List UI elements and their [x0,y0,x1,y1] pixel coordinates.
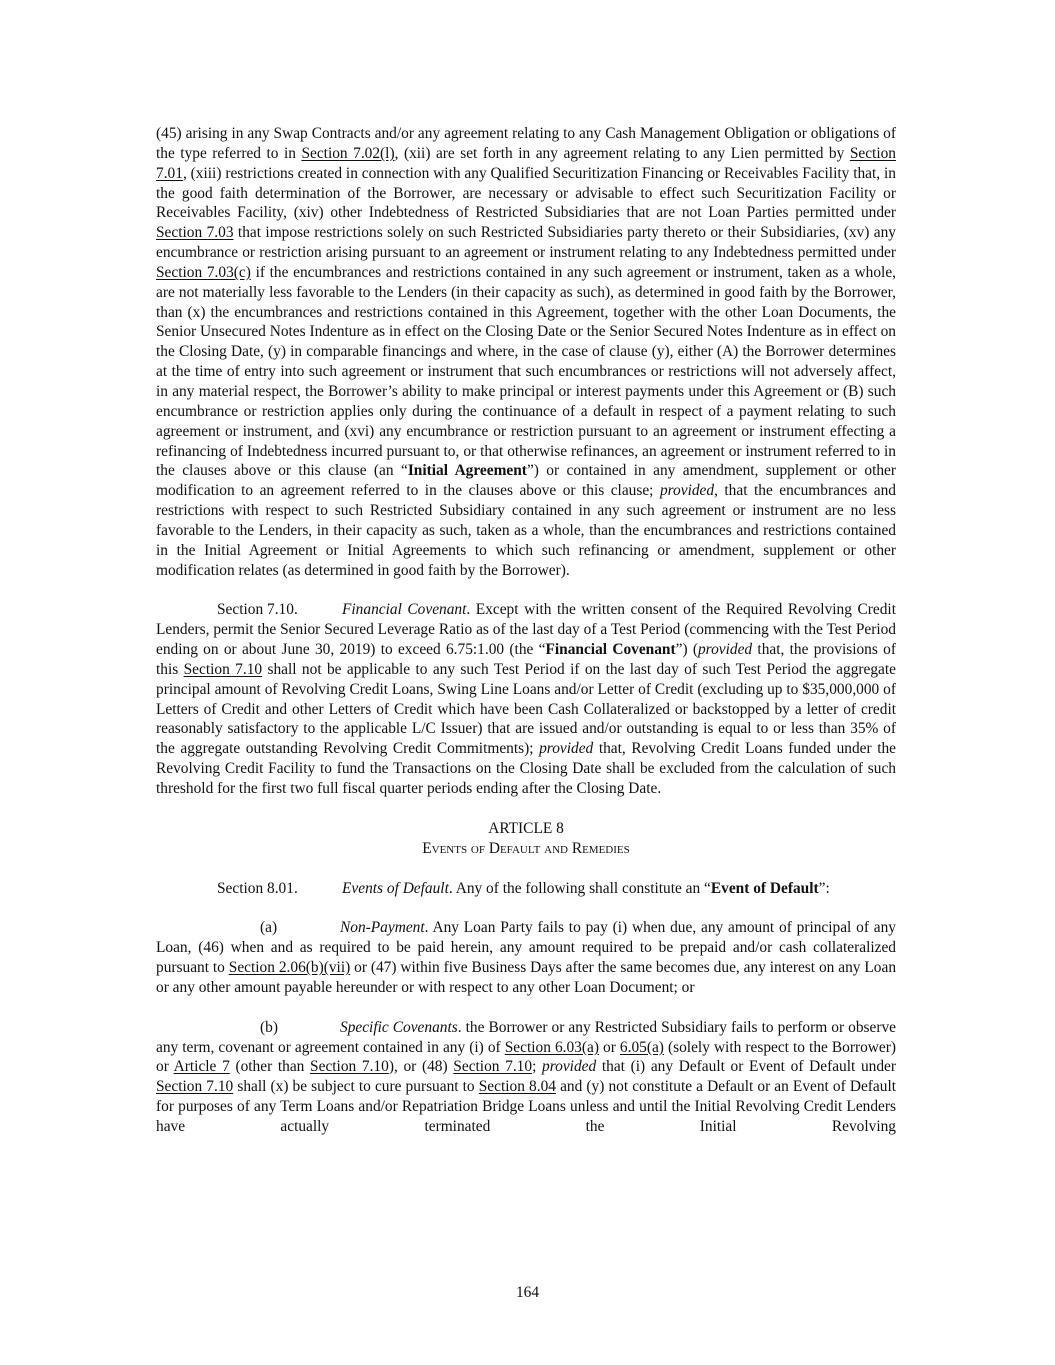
section-title: Events of Default [342,879,449,897]
clause-b-paragraph: (b) Specific Covenants. the Borrower or any Restricted Subsidiary fails to perform or observe any term, covenant or agreement contained in any (i) of Section 6.03(a) or 6.05(a) (solely with respect to the Borrower) or Article 7 (other than Section 7.10), or (48) Section 7.10; provided that (i) any Default or Event of Default under Section 7.10 shall (x) be subject to cure pursuant to Section 8.04 and (y) not constitute a Default or an Event of Default for purposes of any Term Loans and/or Repatriation Bridge Loans unless and until the Initial Revolving Credit Lenders have actually terminated the Initial Revolving [156,1018,897,1135]
cross-reference: Section 7.10 [453,1058,533,1076]
cross-reference: Section 7.03 [156,224,234,242]
article-subheading: Events of Default and Remedies [422,839,630,857]
section-7-10-paragraph: Section 7.10. Financial Covenant. Except with the written consent of the Required Revolving Credit Lenders, permit the Senior Secured Leverage Ratio as of the last day of a Test Period (commencing with the Test Period ending on or about June 30, 2019) to exceed 6.75:1.00 (the “Financial Covenant”) (provided that, the provisions of this Section 7.10 shall not be applicable to any such Test Period if on the last day of such Test Period the aggregate principal amount of Revolving Credit Loans, Swing Line Loans and/or Letter of Credit (excluding up to $35,000,000 of Letters of Credit and other Letters of Credit which have been Cash Collateralized or backstopped by a letter of credit reasonably satisfactory to the applicable L/C Issuer) that are issued and/or outstanding is equal to or less than 35% of the aggregate outstanding Revolving Credit Commitments); provided that, Revolving Credit Loans funded under the Revolving Credit Facility to fund the Transactions on the Closing Date shall be excluded from the calculation of such threshold for the first two full fiscal quarter periods ending after the Closing Date. [156,601,896,797]
cross-reference: Section 7.10 [156,1078,234,1096]
proviso: provided [659,482,715,500]
page-number: 164 [515,1284,540,1301]
cross-reference: Section 7.10 [310,1058,389,1076]
section-title: Financial Covenant [342,601,467,619]
section-8-01-paragraph: Section 8.01. Events of Default. Any of the following shall constitute an “Event of Default”: [217,879,830,897]
cross-reference: Section 8.04 [478,1078,556,1096]
document-page [156,124,896,1137]
defined-term: Initial Agreement [407,462,527,480]
clause-title: Non-Payment [340,919,425,937]
continuation-paragraph: (45) arising in any Swap Contracts and/or any agreement relating to any Cash Management Obligation or obligations of the type referred to in Section 7.02(l), (xii) are set forth in any agreement relating to any Lien permitted by Section 7.01, (xiii) restrictions created in connection with any Qualified Securitization Financing or Receivables Facility that, in the good faith determination of the Borrower, are necessary or advisable to effect such Securitization Facility or Receivables Facility, (xiv) other Indebtedness of Restricted Subsidiaries that are not Loan Parties permitted under Section 7.03 that impose restrictions solely on such Restricted Subsidiaries party thereto or their Subsidiaries, (xv) any encumbrance or restriction arising pursuant to an agreement or instrument relating to any Indebtedness permitted under Section 7.03(c) if the encumbrances and restrictions contained in any such agreement or instrument, taken as a whole, are not materially less favorable to the Lenders (in their capacity as such), as determined in good faith by the Borrower, than (x) the encumbrances and restrictions contained in this Agreement, together with the other Loan Documents, the Senior Unsecured Notes Indenture as in effect on the Closing Date or the Senior Secured Notes Indenture as in effect on the Closing Date, (y) in comparable financings and where, in the case of clause (y), either (A) the Borrower determines at the time of entry into such agreement or instrument that such encumbrances or restrictions will not adversely affect, in any material respect, the Borrower’s ability to make principal or interest payments under this Agreement or (B) such encumbrance or restriction applies only during the continuance of a default in respect of a payment relating to such agreement or instrument, and (xvi) any encumbrance or restriction pursuant to an agreement or instrument effecting a refinancing of Indebtedness incurred pursuant to, or that otherwise refinances, an agreement or instrument referred to in the clauses above or this clause (an “Initial Agreement”) or contained in any amendment, supplement or other modification to an agreement referred to in the clauses above or this clause; provided, that the encumbrances and restrictions with respect to such Restricted Subsidiary contained in any such agreement or instrument are no less favorable to the Lenders, in their capacity as such, taken as a whole, than the encumbrances and restrictions contained in the Initial Agreement or Initial Agreements to which such refinancing or amendment, supplement or other modification relates (as determined in good faith by the Borrower). [156,125,897,579]
section-number: Section 7.10. [217,601,298,619]
section-number: Section 8.01. [217,879,298,897]
clause-a-paragraph: (a) Non-Payment. Any Loan Party fails to pay (i) when due, any amount of principal of any Loan, (46) when and as required to be paid herein, any amount required to be prepaid and/or cash collateralized pursuant to Section 2.06(b)(vii) or (47) within five Business Days after the same becomes due, any interest on any Loan or any other amount payable hereunder or with respect to any other Loan Document; or [156,919,897,996]
cross-reference: Section 6.03(a) [504,1038,599,1056]
defined-term: Financial Covenant [545,641,676,659]
cross-reference: Section 2.06(b)(vii) [228,959,351,977]
proviso: provided [539,740,594,758]
cross-reference: Article 7 [173,1058,230,1076]
cross-reference: Section 7.02(l) [301,144,395,162]
clause-label: (a) [260,919,278,937]
cross-reference: Section 7.01 [156,144,896,182]
cross-reference: Section 7.10 [183,660,263,678]
defined-term: Event of Default [710,879,819,897]
clause-title: Specific Covenants [340,1018,458,1036]
cross-reference: 6.05(a) [619,1038,664,1056]
proviso: provided [542,1058,597,1076]
clause-label: (b) [260,1018,278,1036]
article-heading: ARTICLE 8 [488,819,564,837]
cross-reference: Section 7.03(c) [156,263,251,281]
proviso: provided [697,641,753,659]
